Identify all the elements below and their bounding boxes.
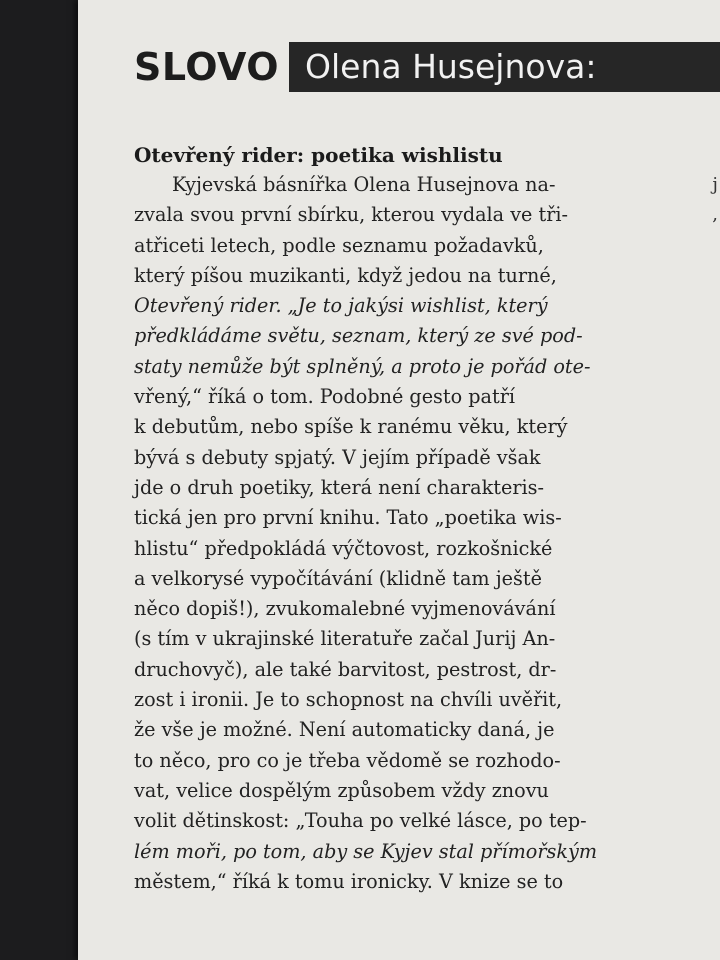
text-line: vřený,“ říká o tom. Podobné gesto patří xyxy=(134,385,516,409)
text-line: něco dopiš!), zvukomalebné vyjmenovávání xyxy=(134,597,556,621)
text-line: vat, velice dospělým způsobem vždy znovu xyxy=(134,778,549,802)
section-label: SLOVO xyxy=(134,45,280,89)
gutter-letter: , xyxy=(712,204,718,225)
text-line: to něco, pro co je třeba vědomě se rozhodo- xyxy=(134,748,561,772)
text-line: předkládáme světu, seznam, který ze své pod- xyxy=(134,324,583,348)
text-line: Otevřený rider. „Je to jakýsi wishlist, který xyxy=(134,294,548,318)
adjacent-column-fragment xyxy=(700,170,720,230)
text-line: tická jen pro první knihu. Tato „poetika wis- xyxy=(134,506,562,530)
text-line: Kyjevská básnířka Olena Husejnova na- xyxy=(172,173,556,196)
article-subheading: Otevřený rider: poetika wishlistu xyxy=(134,143,503,167)
text-line: zost i ironii. Je to schopnost na chvíli uvěřit, xyxy=(134,688,563,712)
article-body xyxy=(134,140,634,897)
gutter-letter: j xyxy=(712,174,718,195)
text-line: městem,“ říká k tomu ironicky. V knize se to xyxy=(134,869,564,893)
text-line: atřiceti letech, podle seznamu požadavků, xyxy=(134,233,544,257)
text-line: k debutům, nebo spíše k ranému věku, který xyxy=(134,415,568,439)
text-line: (s tím v ukrajinské literatuře začal Jurij An- xyxy=(134,627,556,651)
text-line: jde o druh poetiky, která není charakteris- xyxy=(134,475,544,499)
text-line: volit dětinskost: „Touha po velké lásce, po tep- xyxy=(134,809,587,833)
text-line: bývá s debuty spjatý. V jejím případě však xyxy=(134,445,541,469)
text-line: hlistu“ předpokládá výčtovost, rozkošnické xyxy=(134,536,553,560)
text-line: který píšou muzikanti, když jedou na turné, xyxy=(134,263,557,287)
text-line: staty nemůže být splněný, a proto je pořád ote- xyxy=(134,354,591,378)
header-title: Olena Husejnova: xyxy=(289,42,720,92)
text-line: že vše je možné. Není automaticky daná, je xyxy=(134,718,555,742)
text-line: zvala svou první sbírku, kterou vydala ve tři- xyxy=(134,203,569,227)
text-line: a velkorysé vypočítávání (klidně tam ještě xyxy=(134,566,542,590)
page-header xyxy=(134,42,720,92)
text-line: lém moři, po tom, aby se Kyjev stal přímořským xyxy=(134,839,598,863)
text-line: druchovyč), ale také barvitost, pestrost, dr- xyxy=(134,657,557,681)
